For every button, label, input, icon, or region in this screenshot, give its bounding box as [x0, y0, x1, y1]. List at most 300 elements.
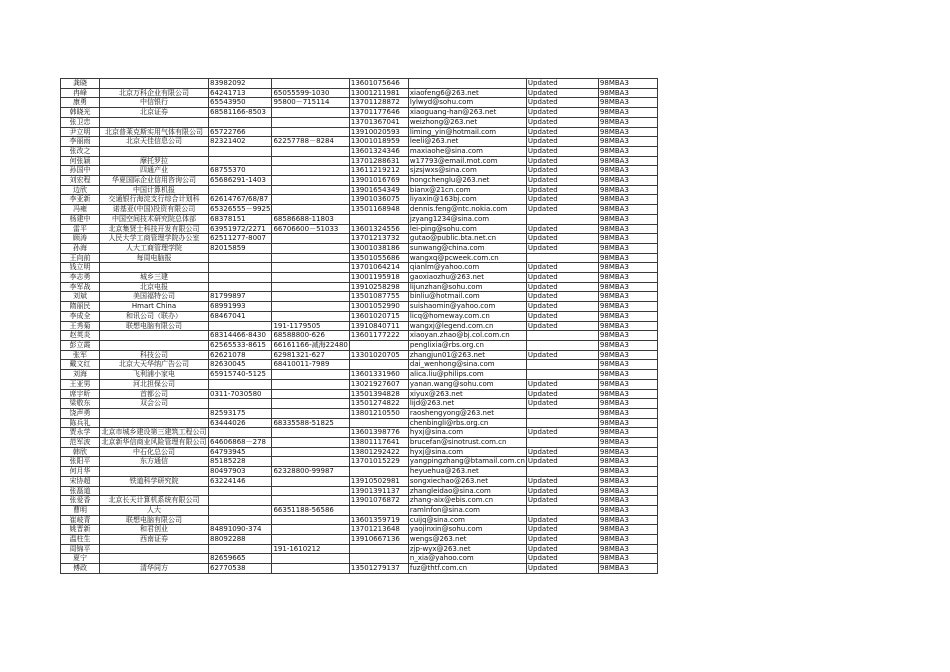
extension-cell: 62257788－8284 — [272, 137, 349, 147]
status-cell: Updated — [526, 205, 598, 215]
table-row — [61, 146, 658, 156]
company-cell — [100, 418, 209, 428]
mobile-cell: 13701015229 — [349, 457, 408, 467]
class-cell: 98MBA3 — [598, 185, 657, 195]
class-cell: 98MBA3 — [598, 166, 657, 176]
name-cell: 王亚男 — [61, 379, 100, 389]
class-cell: 98MBA3 — [598, 350, 657, 360]
name-cell: 边欣 — [61, 185, 100, 195]
extension-cell — [272, 535, 349, 545]
extension-cell — [272, 496, 349, 506]
company-cell — [100, 408, 209, 418]
email-cell: songxiechao@263.net — [408, 476, 526, 486]
email-cell: penglixia@rbs.org.cn — [408, 340, 526, 350]
extension-cell — [272, 243, 349, 253]
mobile-cell — [349, 340, 408, 350]
company-cell: 飞利浦小家电 — [100, 370, 209, 380]
class-cell: 98MBA3 — [598, 137, 657, 147]
status-cell: Updated — [526, 166, 598, 176]
email-cell: suishaomin@yahoo.com — [408, 302, 526, 312]
name-cell: 张卫忠 — [61, 117, 100, 127]
phone-cell: 0311-7030580 — [209, 389, 272, 399]
mobile-cell: 13901391137 — [349, 486, 408, 496]
email-cell: zhang-aix@ebis.com.cn — [408, 496, 526, 506]
phone-cell: 85185228 — [209, 457, 272, 467]
table-row — [61, 282, 658, 292]
mobile-cell — [349, 214, 408, 224]
mobile-cell — [349, 467, 408, 477]
mobile-cell: 13901016769 — [349, 176, 408, 186]
phone-cell — [209, 156, 272, 166]
extension-cell — [272, 117, 349, 127]
class-cell: 98MBA3 — [598, 535, 657, 545]
extension-cell — [272, 515, 349, 525]
phone-cell: 63444026 — [209, 418, 272, 428]
status-cell: Updated — [526, 389, 598, 399]
name-cell: 孙海 — [61, 243, 100, 253]
status-cell: Updated — [526, 476, 598, 486]
name-cell: 何张颖 — [61, 156, 100, 166]
mobile-cell: 13801292422 — [349, 447, 408, 457]
phone-cell: 63951972/2271 — [209, 224, 272, 234]
phone-cell: 82015859 — [209, 243, 272, 253]
mobile-cell: 13601020715 — [349, 311, 408, 321]
status-cell: Updated — [526, 234, 598, 244]
status-cell: Updated — [526, 544, 598, 554]
email-cell: binliu@hotmail.com — [408, 292, 526, 302]
status-cell: Updated — [526, 292, 598, 302]
extension-cell: 68588800-626 — [272, 331, 349, 341]
table-row — [61, 311, 658, 321]
company-cell: 人大 — [100, 505, 209, 515]
status-cell: Updated — [526, 127, 598, 137]
table-row — [61, 205, 658, 215]
extension-cell — [272, 282, 349, 292]
email-cell: weizhong@263.net — [408, 117, 526, 127]
status-cell: Updated — [526, 79, 598, 89]
company-cell: 诺基亚(中国)投资有限公司 — [100, 205, 209, 215]
email-cell: lijd@263.net — [408, 399, 526, 409]
extension-cell: 95800－715114 — [272, 98, 349, 108]
class-cell: 98MBA3 — [598, 282, 657, 292]
table-row — [61, 176, 658, 186]
extension-cell — [272, 486, 349, 496]
phone-cell: 83982092 — [209, 79, 272, 89]
status-cell: Updated — [526, 379, 598, 389]
status-cell — [526, 360, 598, 370]
company-cell: 华夏国际企业信用咨询公司 — [100, 176, 209, 186]
table-row — [61, 273, 658, 283]
mobile-cell: 13701128872 — [349, 98, 408, 108]
phone-cell — [209, 379, 272, 389]
extension-cell — [272, 146, 349, 156]
phone-cell: 64241713 — [209, 88, 272, 98]
mobile-cell: 13601324556 — [349, 224, 408, 234]
status-cell — [526, 418, 598, 428]
class-cell: 98MBA3 — [598, 156, 657, 166]
email-cell: bianx@21cn.com — [408, 185, 526, 195]
table-row — [61, 535, 658, 545]
phone-cell — [209, 515, 272, 525]
table-row — [61, 525, 658, 535]
company-cell — [100, 340, 209, 350]
mobile-cell — [349, 544, 408, 554]
class-cell: 98MBA3 — [598, 79, 657, 89]
mobile-cell: 13701213732 — [349, 234, 408, 244]
class-cell: 98MBA3 — [598, 447, 657, 457]
table-row — [61, 496, 658, 506]
status-cell: Updated — [526, 350, 598, 360]
name-cell: 张爱香 — [61, 496, 100, 506]
extension-cell — [272, 205, 349, 215]
name-cell: 彭立霞 — [61, 340, 100, 350]
company-cell — [100, 263, 209, 273]
extension-cell: 65055599-1030 — [272, 88, 349, 98]
name-cell: 孙国中 — [61, 166, 100, 176]
status-cell: Updated — [526, 515, 598, 525]
company-cell: 摩托罗拉 — [100, 156, 209, 166]
status-cell: Updated — [526, 525, 598, 535]
status-cell: Updated — [526, 321, 598, 331]
company-cell — [100, 486, 209, 496]
class-cell: 98MBA3 — [598, 224, 657, 234]
name-cell: 张军 — [61, 350, 100, 360]
extension-cell — [272, 476, 349, 486]
class-cell: 98MBA3 — [598, 243, 657, 253]
table-row — [61, 108, 658, 118]
email-cell: xiaofeng6@263.net — [408, 88, 526, 98]
status-cell: Updated — [526, 282, 598, 292]
table-row — [61, 505, 658, 515]
class-cell: 98MBA3 — [598, 263, 657, 273]
email-cell: n_xia@yahoo.com — [408, 554, 526, 564]
phone-cell — [209, 544, 272, 554]
extension-cell — [272, 253, 349, 263]
table-row — [61, 515, 658, 525]
status-cell — [526, 370, 598, 380]
mobile-cell: 13501087755 — [349, 292, 408, 302]
class-cell: 98MBA3 — [598, 321, 657, 331]
extension-cell: 68410011-7989 — [272, 360, 349, 370]
table-row — [61, 137, 658, 147]
status-cell — [526, 505, 598, 515]
class-cell: 98MBA3 — [598, 515, 657, 525]
status-cell — [526, 214, 598, 224]
company-cell: 城乡三建 — [100, 273, 209, 283]
class-cell: 98MBA3 — [598, 88, 657, 98]
mobile-cell: 13001211981 — [349, 88, 408, 98]
name-cell: 陈兵礼 — [61, 418, 100, 428]
phone-cell: 62770538 — [209, 564, 272, 574]
mobile-cell: 13601398776 — [349, 428, 408, 438]
phone-cell: 84891090-374 — [209, 525, 272, 535]
extension-cell — [272, 438, 349, 448]
phone-cell: 88092288 — [209, 535, 272, 545]
company-cell: 北京万科企业有限公司 — [100, 88, 209, 98]
name-cell: 康勇 — [61, 98, 100, 108]
name-cell: 贾永学 — [61, 428, 100, 438]
email-cell: xiaoguang-han@263.net — [408, 108, 526, 118]
email-cell: sjzsjwxs@sina.com — [408, 166, 526, 176]
extension-cell — [272, 79, 349, 89]
contact-table — [60, 78, 658, 574]
mobile-cell: 13501168948 — [349, 205, 408, 215]
extension-cell: 68586688-11803 — [272, 214, 349, 224]
email-cell: zhangleidao@sina.com — [408, 486, 526, 496]
table-row — [61, 234, 658, 244]
company-cell: 铁道科学研究院 — [100, 476, 209, 486]
phone-cell: 68314466-8430 — [209, 331, 272, 341]
phone-cell — [209, 117, 272, 127]
name-cell: 韩欣 — [61, 447, 100, 457]
name-cell: 周锦平 — [61, 544, 100, 554]
email-cell: liyaxin@163bj.com — [408, 195, 526, 205]
extension-cell — [272, 428, 349, 438]
class-cell: 98MBA3 — [598, 311, 657, 321]
class-cell: 98MBA3 — [598, 176, 657, 186]
mobile-cell: 13910258298 — [349, 282, 408, 292]
class-cell: 98MBA3 — [598, 399, 657, 409]
email-cell: dennis.feng@ntc.nokia.com — [408, 205, 526, 215]
mobile-cell: 13910667136 — [349, 535, 408, 545]
mobile-cell: 13601075646 — [349, 79, 408, 89]
extension-cell — [272, 457, 349, 467]
email-cell: zjp-wyx@263.net — [408, 544, 526, 554]
class-cell: 98MBA3 — [598, 438, 657, 448]
name-cell: 饶声勇 — [61, 408, 100, 418]
table-row — [61, 79, 658, 89]
company-cell: 和君创业 — [100, 525, 209, 535]
phone-cell: 82630045 — [209, 360, 272, 370]
mobile-cell: 13601324346 — [349, 146, 408, 156]
company-cell: 中石化总公司 — [100, 447, 209, 457]
table-row — [61, 98, 658, 108]
email-cell: jzyang1234@sina.com — [408, 214, 526, 224]
email-cell: xiaoyan.zhao@bj.col.com.cn — [408, 331, 526, 341]
name-cell: 冉峰 — [61, 88, 100, 98]
name-cell: 韩晓光 — [61, 108, 100, 118]
table-row — [61, 166, 658, 176]
phone-cell — [209, 505, 272, 515]
table-row — [61, 302, 658, 312]
table-row — [61, 438, 658, 448]
phone-cell: 62511277-8007 — [209, 234, 272, 244]
company-cell — [100, 146, 209, 156]
mobile-cell: 13501055686 — [349, 253, 408, 263]
mobile-cell: 13001038186 — [349, 243, 408, 253]
email-cell: ramlnfon@sina.com — [408, 505, 526, 515]
company-cell: 清华同方 — [100, 564, 209, 574]
extension-cell — [272, 564, 349, 574]
name-cell: 张阳平 — [61, 457, 100, 467]
company-cell: 北京普莱克斯实用气体有限公司 — [100, 127, 209, 137]
status-cell: Updated — [526, 98, 598, 108]
company-cell: 美国福特公司 — [100, 292, 209, 302]
table-row — [61, 195, 658, 205]
status-cell: Updated — [526, 263, 598, 273]
company-cell: 西南证券 — [100, 535, 209, 545]
table-row — [61, 447, 658, 457]
class-cell: 98MBA3 — [598, 340, 657, 350]
email-cell: raoshengyong@263.net — [408, 408, 526, 418]
extension-cell — [272, 156, 349, 166]
mobile-cell: 13501394828 — [349, 389, 408, 399]
company-cell — [100, 117, 209, 127]
table-row — [61, 292, 658, 302]
company-cell — [100, 544, 209, 554]
class-cell: 98MBA3 — [598, 302, 657, 312]
table-row — [61, 224, 658, 234]
class-cell: 98MBA3 — [598, 214, 657, 224]
mobile-cell: 13601359719 — [349, 515, 408, 525]
status-cell: Updated — [526, 137, 598, 147]
email-cell: yangpingzhang@btamail.com.cn — [409, 457, 525, 466]
table-row — [61, 127, 658, 137]
table-row — [61, 399, 658, 409]
status-cell: Updated — [526, 156, 598, 166]
class-cell: 98MBA3 — [598, 496, 657, 506]
table-row — [61, 544, 658, 554]
name-cell: 李亚新 — [61, 195, 100, 205]
phone-cell — [209, 273, 272, 283]
company-cell: 北京新华信商业风险管理有限公司 — [101, 438, 207, 447]
extension-cell — [272, 234, 349, 244]
extension-cell — [272, 408, 349, 418]
mobile-cell: 13701288631 — [349, 156, 408, 166]
company-cell: 交通银行海淀支行综合计划科 — [100, 195, 209, 205]
phone-cell — [209, 428, 272, 438]
extension-cell — [272, 379, 349, 389]
phone-cell: 62614767/68/87 — [209, 195, 272, 205]
class-cell: 98MBA3 — [598, 108, 657, 118]
name-cell: 席宇昕 — [61, 389, 100, 399]
name-cell: 夏宁 — [61, 554, 100, 564]
class-cell: 98MBA3 — [598, 564, 657, 574]
phone-cell: 64793945 — [209, 447, 272, 457]
email-cell: sunwang@china.com — [408, 243, 526, 253]
extension-cell — [272, 195, 349, 205]
email-cell: hongchenglu@263.net — [408, 176, 526, 186]
company-cell: 每周电脑报 — [100, 253, 209, 263]
table-row — [61, 88, 658, 98]
extension-cell: 191-1610212 — [272, 544, 349, 554]
extension-cell — [272, 127, 349, 137]
name-cell: 温柱生 — [61, 535, 100, 545]
mobile-cell: 13001195918 — [349, 273, 408, 283]
class-cell: 98MBA3 — [598, 234, 657, 244]
mobile-cell: 13801117641 — [349, 438, 408, 448]
email-cell: yanan.wang@sohu.com — [408, 379, 526, 389]
company-cell: 双会公司 — [100, 399, 209, 409]
status-cell — [526, 408, 598, 418]
email-cell: lylwyd@sohu.com — [408, 98, 526, 108]
name-cell: 张改之 — [61, 146, 100, 156]
company-cell: 四通产业 — [100, 166, 209, 176]
extension-cell — [272, 447, 349, 457]
mobile-cell: 13601331960 — [349, 370, 408, 380]
class-cell: 98MBA3 — [598, 127, 657, 137]
class-cell: 98MBA3 — [598, 379, 657, 389]
email-cell: w17793@email.mot.com — [408, 156, 526, 166]
status-cell — [526, 467, 598, 477]
phone-cell — [209, 399, 272, 409]
company-cell: 联想电脑有限公司 — [100, 515, 209, 525]
name-cell: 刘海 — [61, 370, 100, 380]
extension-cell — [272, 263, 349, 273]
extension-cell: 62328800-99987 — [272, 467, 349, 477]
table-row — [61, 428, 658, 438]
status-cell: Updated — [526, 302, 598, 312]
phone-cell: 81799897 — [209, 292, 272, 302]
status-cell: Updated — [526, 117, 598, 127]
email-cell: licq@homeway.com.cn — [408, 311, 526, 321]
extension-cell: 66161166-减海22480 — [273, 340, 348, 349]
email-cell: maxiaohe@sina.com — [408, 146, 526, 156]
mobile-cell — [349, 418, 408, 428]
name-cell: 尹立明 — [61, 127, 100, 137]
mobile-cell: 13701367041 — [349, 117, 408, 127]
class-cell: 98MBA3 — [598, 554, 657, 564]
status-cell: Updated — [526, 273, 598, 283]
class-cell: 98MBA3 — [598, 117, 657, 127]
status-cell: Updated — [526, 108, 598, 118]
table-row — [61, 467, 658, 477]
company-cell — [100, 79, 209, 89]
company-cell: 首都公司 — [100, 389, 209, 399]
email-cell: wangxj@legend.com.cn — [408, 321, 526, 331]
mobile-cell: 13701064214 — [349, 263, 408, 273]
name-cell: 杨建中 — [61, 214, 100, 224]
extension-cell — [272, 185, 349, 195]
phone-cell — [209, 321, 272, 331]
status-cell: Updated — [526, 146, 598, 156]
table-row — [61, 321, 658, 331]
extension-cell — [272, 166, 349, 176]
mobile-cell: 13901076872 — [349, 496, 408, 506]
phone-cell: 68378151 — [209, 214, 272, 224]
name-cell: 刘斌 — [61, 292, 100, 302]
phone-cell: 80497903 — [209, 467, 272, 477]
company-cell: 东方通信 — [100, 457, 209, 467]
table-row — [61, 360, 658, 370]
mobile-cell: 13901654349 — [349, 185, 408, 195]
company-cell: 人大工商管理学院 — [100, 243, 209, 253]
email-cell: wengs@263.net — [408, 535, 526, 545]
extension-cell — [272, 273, 349, 283]
phone-cell: 65543950 — [209, 98, 272, 108]
class-cell: 98MBA3 — [598, 98, 657, 108]
class-cell: 98MBA3 — [598, 195, 657, 205]
extension-cell: 66351188-56586 — [272, 505, 349, 515]
class-cell: 98MBA3 — [598, 205, 657, 215]
email-cell: chenbingli@rbs.org.cn — [408, 418, 526, 428]
table-row — [61, 214, 658, 224]
class-cell: 98MBA3 — [598, 457, 657, 467]
phone-cell: 63224146 — [209, 476, 272, 486]
mobile-cell — [349, 505, 408, 515]
phone-cell: 62565533-8615 — [209, 340, 272, 350]
table-row — [61, 156, 658, 166]
email-cell: gaoxiaozhu@263.net — [408, 273, 526, 283]
email-cell: qianlm@yahoo.com — [408, 263, 526, 273]
email-cell: lijunzhan@sohu.com — [408, 282, 526, 292]
phone-cell — [209, 263, 272, 273]
status-cell: Updated — [526, 243, 598, 253]
company-cell: 中国空间技术研究院总体部 — [100, 214, 209, 224]
email-cell: zhangjun01@263.net — [408, 350, 526, 360]
name-cell: 刘宏程 — [61, 176, 100, 186]
mobile-cell: 13301020705 — [349, 350, 408, 360]
